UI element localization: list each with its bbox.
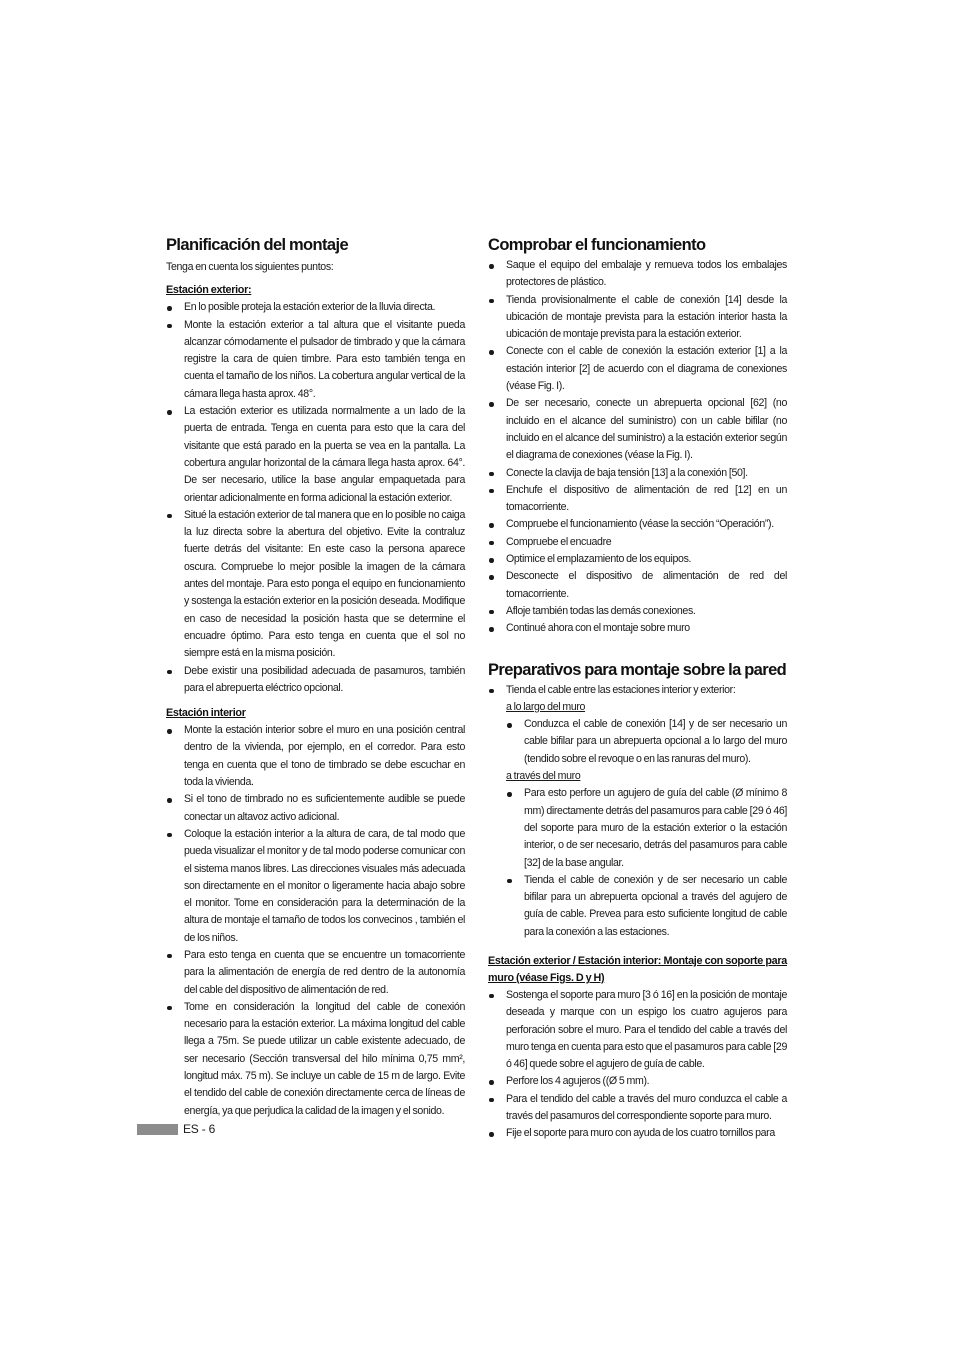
list-item: Situé la estación exterior de tal manera que en lo posible no caiga la luz directa sobre la abertura del objetivo. Evite la contraluz fuerte detrás del visitante: En este caso la persona aparece oscura. Compruebe lo mejor posible la imagen de la cámara antes del montaje. Para esto ponga el equipo en funcionamiento y sostenga la estación exterior en la posición deseada. Modifique en caso de necesidad la posición hasta que se determine el encuadre óptimo. Para esto tenga en cuenta que el sol no siempre está en la misma posición. xyxy=(166,507,465,663)
along-wall-block xyxy=(488,699,787,941)
along-wall-list xyxy=(506,716,787,768)
list-item: Desconecte el dispositivo de alimentación de red del tomacorriente. xyxy=(488,568,787,603)
list-item: Conecte con el cable de conexión la estación exterior [1] a la estación interior [2] de acuerdo con el diagrama de conexiones (véase Fig. I). xyxy=(488,343,787,395)
interior-list xyxy=(166,722,465,1120)
section-title-planificacion: Planificación del montaje xyxy=(166,236,349,254)
list-item: Coloque la estación interior a la altura de cara, de tal modo que pueda visualizar el monitor y de tal modo poderse comunicar con el sistema manos libres. Las direcciones visuales más adecuada son directamente en el monitor o ligeramente hacia abajo sobre el monitor. Tome en consideración para la determinación de la altura de montaje el tamaño de todos los convecinos , también el de los niños. xyxy=(166,826,465,947)
list-item: Fije el soporte para muro con ayuda de los cuatro tornillos para xyxy=(488,1125,787,1142)
intro-text: Tenga en cuenta los siguientes puntos: xyxy=(166,261,334,273)
list-item: Enchufe el dispositivo de alimentación de red [12] en un tomacorriente. xyxy=(488,482,787,517)
list-item: Saque el equipo del embalaje y remueva todos los embalajes protectores de plástico. xyxy=(488,257,787,292)
list-item: Compruebe el funcionamiento (véase la sección “Operación”). xyxy=(488,516,787,533)
list-item: Debe existir una posibilidad adecuada de pasamuros, también para el abrepuerta eléctrico opcional. xyxy=(166,663,465,698)
list-item: Para esto tenga en cuenta que se encuentre un tomacorriente para la alimentación de energía de red dentro de la autonomía del cable del dispositivo de alimentación de red. xyxy=(166,947,465,999)
list-item: Tienda el cable de conexión y de ser necesario un cable bifilar para un abrepuerta opcional a través del agujero de guía de cable. Prevea para esto suficiente longitud de cable para la conexión a las estaciones. xyxy=(506,872,787,941)
list-item: Perfore los 4 agujeros ((Ø 5 mm). xyxy=(488,1073,787,1090)
page-number: ES - 6 xyxy=(183,1122,216,1136)
list-item: Compruebe el encuadre xyxy=(488,534,787,551)
interior-heading: Estación interior xyxy=(166,707,246,720)
exterior-list xyxy=(166,299,465,697)
section-title-comprobar: Comprobar el funcionamiento xyxy=(488,236,706,254)
through-wall-label: a través del muro xyxy=(506,770,581,783)
left-column xyxy=(166,233,465,1120)
exterior-heading: Estación exterior: xyxy=(166,284,252,297)
list-item: Para el tendido del cable a través del muro conduzca el cable a través del pasamuros del correspondiente soporte para muro. xyxy=(488,1091,787,1126)
list-item: Si el tono de timbrado no es suficientemente audible se puede conectar un altavoz activo adicional. xyxy=(166,791,465,826)
list-item: En lo posible proteja la estación exterior de la lluvia directa. xyxy=(166,299,465,316)
footer-bar xyxy=(137,1124,178,1135)
list-item: Monte la estación interior sobre el muro en una posición central dentro de la vivienda, por ejemplo, en el corredor. Para esto tenga en cuenta que el tono de timbrado se debe escuchar en toda la vivienda. xyxy=(166,722,465,791)
list-item: Tienda provisionalmente el cable de conexión [14] desde la ubicación de montaje prevista para la estación interior hasta la ubicación de montaje prevista para la estación exterior. xyxy=(488,292,787,344)
list-item: Conecte la clavija de baja tensión [13] a la conexión [50]. xyxy=(488,465,787,482)
list-item: Tome en consideración la longitud del cable de conexión necesario para la estación exterior. La máxima longitud del cable llega a 75m. Se puede utilizar un cable existente adecuado, de ser necesario (Sección transversal del hilo mínima 0,75 mm², longitud máx. 75 m). Se incluye un cable de 15 m de largo. Evite el tendido del cable de conexión directamente cerca de líneas de energía, ya que perjudica la calidad de la imagen y el sonido. xyxy=(166,999,465,1120)
list-item: La estación exterior es utilizada normalmente a un lado de la puerta de entrada. Tenga en cuenta para esto que la cara del visitante que está parado en la puerta se vea en la pantalla. La cobertura angular horizontal de la cámara llega hasta aprox. 64°. De ser necesario, utilice la base angular empaquetada para orientar adicionalmente en forma adicional la estación exterior. xyxy=(166,403,465,507)
list-item: Monte la estación exterior a tal altura que el visitante pueda alcanzar cómodamente el pulsador de timbrado y que la cámara registre la cara de quien timbre. Para esto también tenga en cuenta el tamaño de los niños. La cobertura angular vertical de la cámara llega hasta aprox. 48°. xyxy=(166,317,465,403)
list-item: Conduzca el cable de conexión [14] y de ser necesario un cable bifilar para un abrepuerta opcional a lo largo del muro (tendido sobre el revoque o en las ranuras del muro). xyxy=(506,716,787,768)
list-item: Tienda el cable entre las estaciones interior y exterior: xyxy=(488,682,787,699)
list-item: Continué ahora con el montaje sobre muro xyxy=(488,620,787,637)
along-wall-label: a lo largo del muro xyxy=(506,700,586,713)
section-spacer xyxy=(488,638,787,658)
list-item: Afloje también todas las demás conexiones. xyxy=(488,603,787,620)
mount-list xyxy=(488,987,787,1143)
mount-heading: Estación exterior / Estación interior: Montaje con soporte para muro (véase Figs. D y H) xyxy=(488,954,787,984)
through-wall-list xyxy=(506,785,787,941)
list-item: Para esto perfore un agujero de guía del cable (Ø mínimo 8 mm) directamente detrás del pasamuros para cable [29 ó 46] del soporte para muro de la estación exterior o la estación interior, o de ser necesario, detrás del pasamuros para cable [32] de la base angular. xyxy=(506,785,787,871)
section-title-preparativos: Preparativos para montaje sobre la pared xyxy=(488,660,787,679)
right-column xyxy=(488,233,787,1143)
list-item: Sostenga el soporte para muro [3 ó 16] en la posición de montaje deseada y marque con un espigo los cuatro agujeros para perforación sobre el muro. Para el tendido del cable a través del muro tenga en cuenta para esto que el pasamuros para cable [29 ó 46] quede sobre el agujero de guía de cable. xyxy=(488,987,787,1073)
check-list xyxy=(488,257,787,638)
list-item: Optimice el emplazamiento de los equipos. xyxy=(488,551,787,568)
prep-list xyxy=(488,682,787,699)
list-item: De ser necesario, conecte un abrepuerta opcional [62] (no incluido en el alcance del suministro) con un cable bifilar (no incluido en el alcance del suministro) a la estación exterior según el diagrama de conexiones (véase la Fig. I). xyxy=(488,395,787,464)
